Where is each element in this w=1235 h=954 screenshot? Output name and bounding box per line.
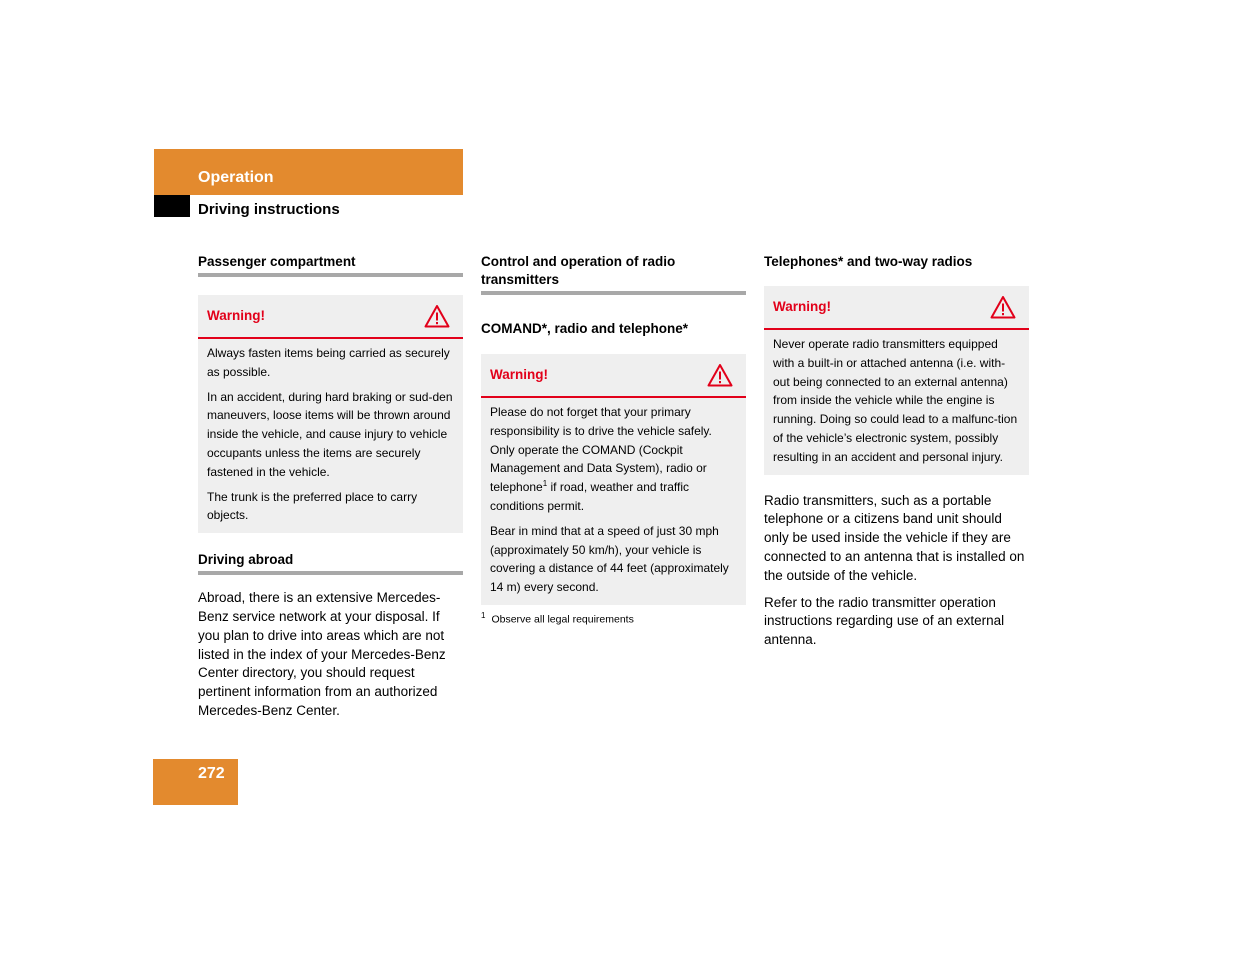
heading-driving-abroad: Driving abroad bbox=[198, 551, 463, 575]
subheading-comand: COMAND*, radio and telephone* bbox=[481, 321, 689, 336]
warning-paragraph: Please do not forget that your primary responsibility is to drive the vehicle safely. Only operate the COMAND (Cockpit Management and Data System), radio or telephone$^1$ if road, weather and traffic conditions permit. bbox=[490, 405, 712, 513]
section-title: Operation bbox=[198, 169, 274, 186]
heading-telephones: Telephones* and two-way radios bbox=[764, 254, 973, 269]
header-marker bbox=[154, 195, 190, 217]
warning-label: Warning! bbox=[773, 299, 831, 314]
warning-header bbox=[764, 286, 1029, 330]
warning-label: Warning! bbox=[490, 367, 548, 382]
warning-triangle-icon bbox=[424, 304, 450, 328]
footnote-text: Observe all legal requirements bbox=[491, 613, 634, 626]
warning-paragraph: Never operate radio transmitters equipped with a built-in or attached antenna (i.e. with-out being connected to an external antenna) from inside the vehicle while the engine is running. Doing so could lead to a malfunc-tion of the vehicle’s electronic system, possibly resulting in an accident and personal injury. bbox=[773, 337, 1018, 464]
warning-paragraph: The trunk is the preferred place to carry objects. bbox=[207, 489, 418, 523]
body-paragraph: Abroad, there is an extensive Mercedes-Benz service network at your disposal. If you plan to drive into areas which are not listed in the index of your Mercedes-Benz Center directory, you should request pertinent information from an authorized Mercedes-Benz Center. bbox=[198, 590, 446, 718]
warning-text bbox=[481, 398, 746, 605]
warning-box bbox=[481, 354, 746, 605]
warning-text bbox=[198, 339, 463, 533]
heading-radio-transmitters: Control and operation of radio transmitters bbox=[481, 253, 746, 295]
warning-triangle-icon bbox=[990, 295, 1016, 319]
heading-passenger-compartment: Passenger compartment bbox=[198, 253, 463, 277]
section-subtitle: Driving instructions bbox=[198, 201, 340, 218]
warning-box bbox=[198, 295, 463, 533]
warning-label: Warning! bbox=[207, 308, 265, 323]
body-paragraph: Radio transmitters, such as a portable telephone or a citizens band unit should only be used inside the vehicle if they are connected to an antenna that is installed on the outside of the vehicle. bbox=[764, 492, 1025, 583]
warning-paragraph: In an accident, during hard braking or sud-den maneuvers, loose items will be thrown around inside the vehicle, and cause injury to vehicle occupants unless the items are securely fastened in the vehicle. bbox=[207, 389, 453, 479]
column-1 bbox=[198, 253, 463, 721]
warning-header bbox=[198, 295, 463, 339]
column-3 bbox=[764, 253, 1029, 658]
warning-triangle-icon bbox=[707, 363, 733, 387]
body-text bbox=[764, 492, 1029, 650]
warning-box bbox=[764, 286, 1029, 475]
footnote bbox=[481, 609, 746, 627]
warning-paragraph: Bear in mind that at a speed of just 30 mph (approximately 50 km/h), your vehicle is covering a distance of 44 feet (approximately 14 m) every second. bbox=[490, 523, 729, 595]
warning-paragraph: Always fasten items being carried as securely as possible. bbox=[207, 346, 450, 379]
body-paragraph: Refer to the radio transmitter operation instructions regarding use of an external antenna. bbox=[764, 594, 1005, 648]
warning-text bbox=[764, 330, 1029, 475]
page-number: 272 bbox=[198, 765, 225, 782]
footnote-mark: 1 bbox=[481, 610, 486, 620]
footnote-reference: 1 bbox=[542, 479, 548, 489]
page-number-tab bbox=[153, 759, 238, 805]
column-2 bbox=[481, 253, 746, 626]
warning-header bbox=[481, 354, 746, 398]
